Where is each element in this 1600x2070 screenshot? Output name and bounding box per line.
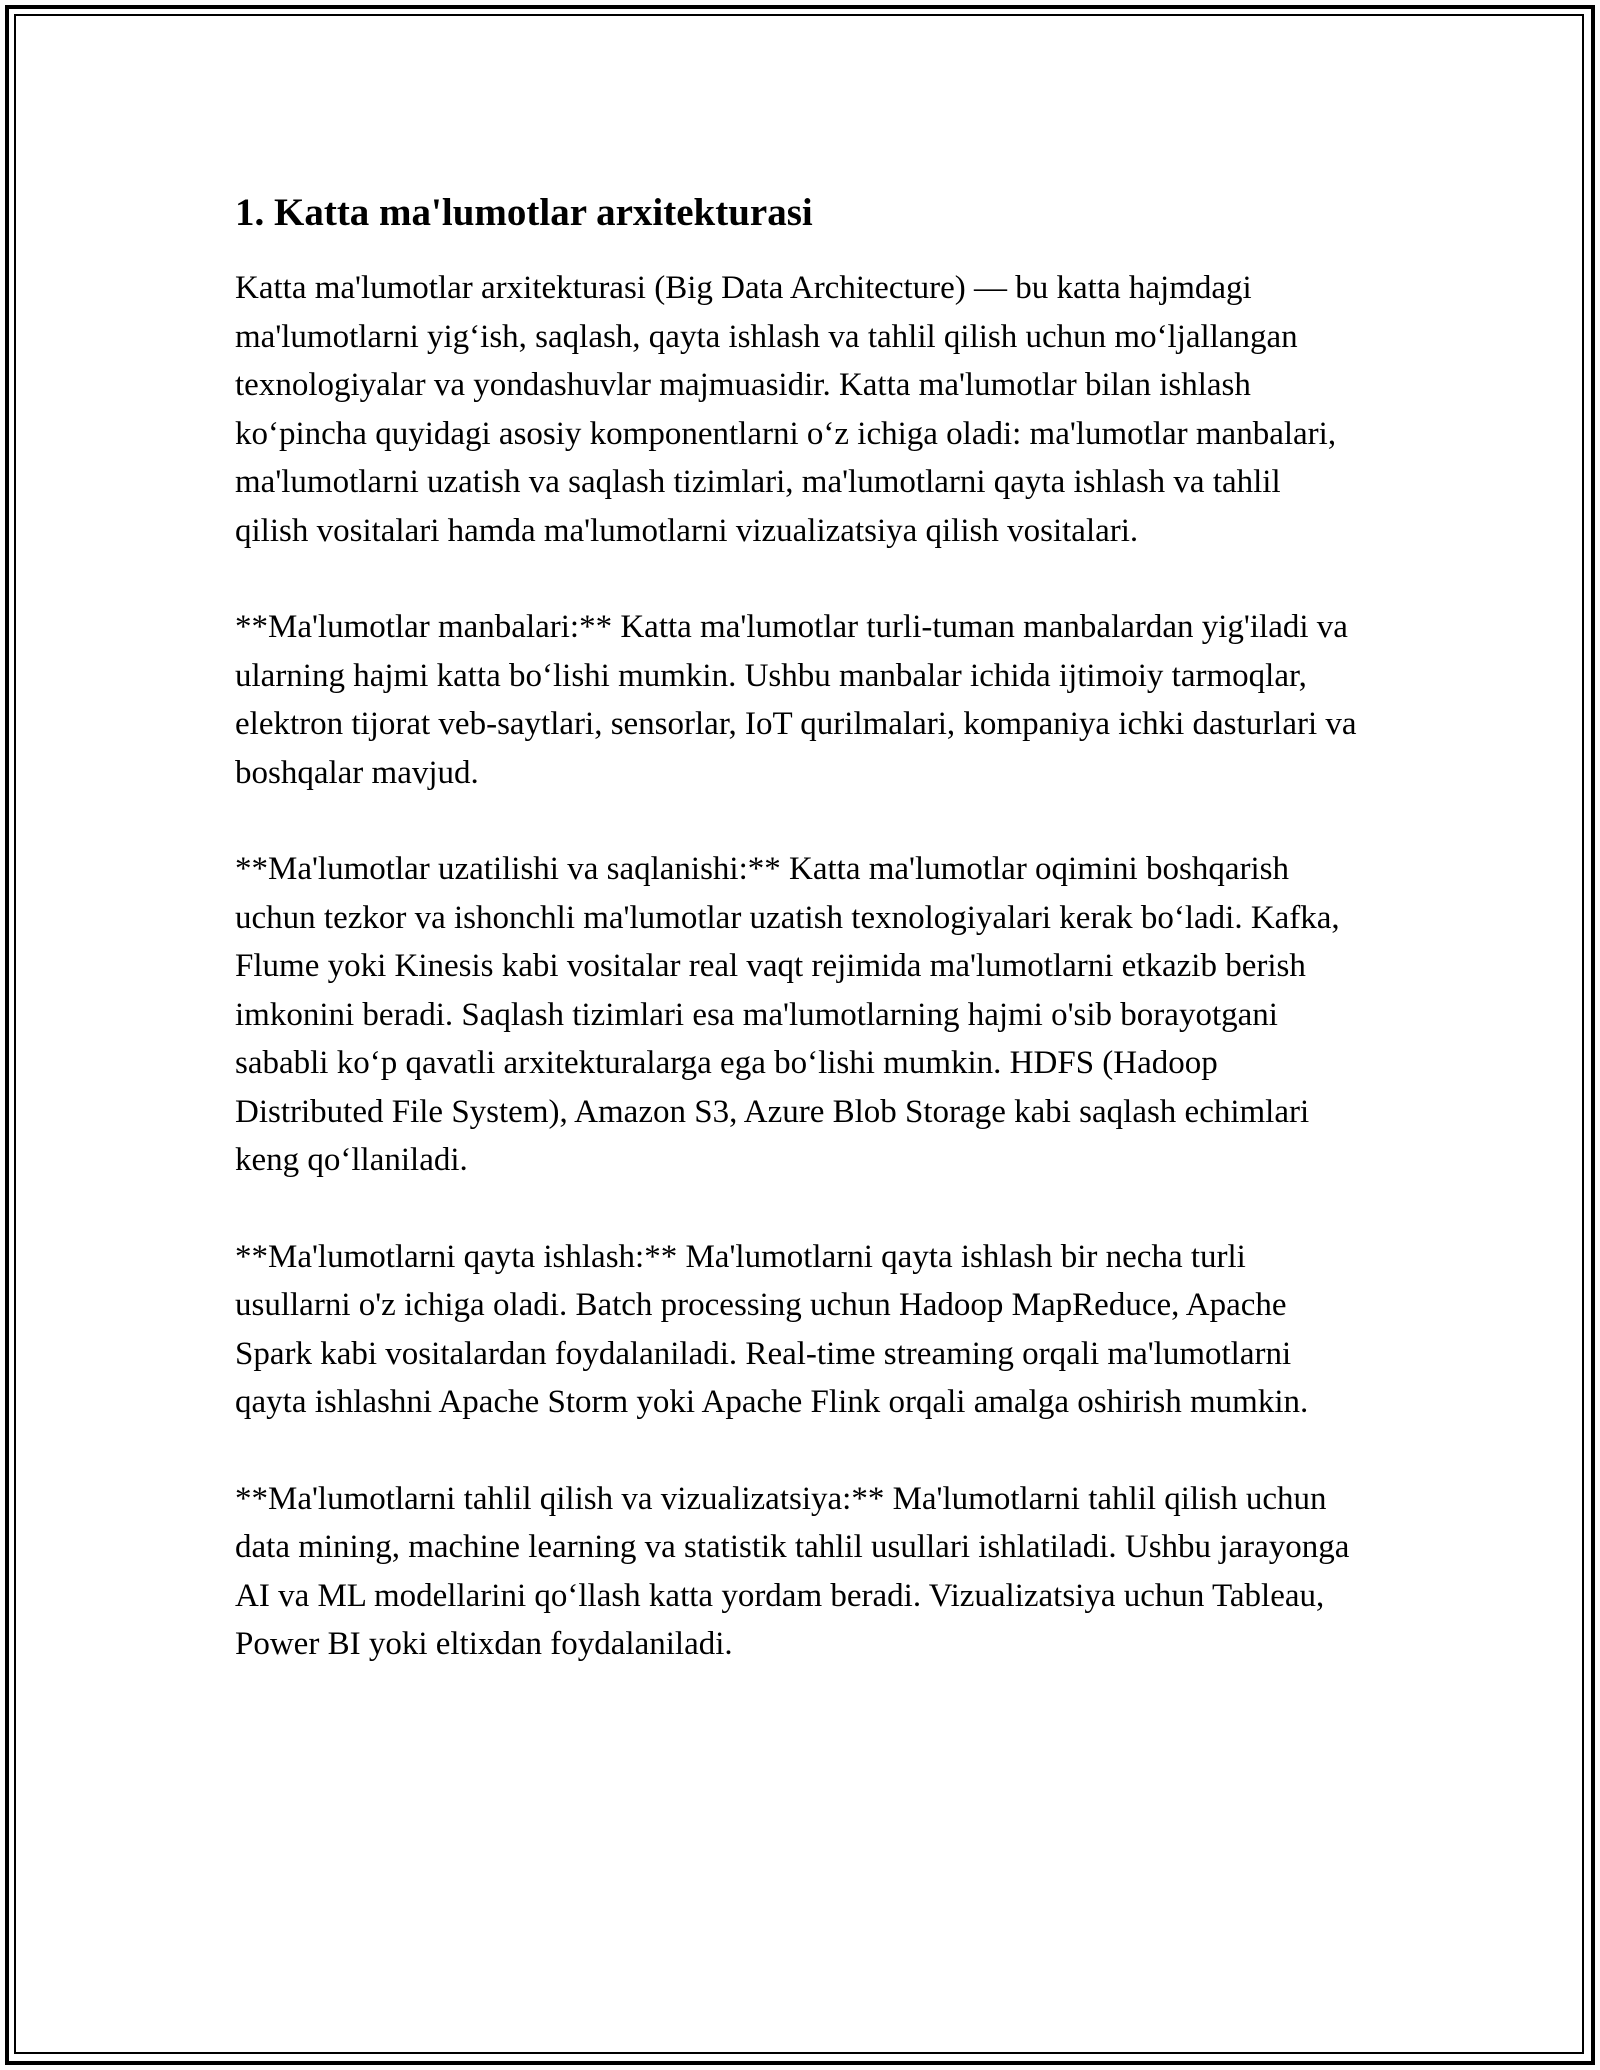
section-heading: 1. Katta ma'lumotlar arxitekturasi bbox=[235, 191, 813, 234]
paragraph-data-processing: **Ma'lumotlarni qayta ishlash:** Ma'lumotlarni qayta ishlash bir necha turli usullarni o'z ichiga oladi. Batch processing uchun Hadoop MapReduce, Apache Spark kabi vositalardan foydalaniladi. Real-time streaming orqali ma'lumotlarni qayta ishlashni Apache Storm yoki Apache Flink orqali amalga oshirish mumkin. bbox=[235, 1238, 1309, 1420]
paragraph-intro: Katta ma'lumotlar arxitekturasi (Big Data Architecture) — bu katta hajmdagi ma'lumotlarni yig‘ish, saqlash, qayta ishlash va tahlil qilish uchun mo‘ljallangan texnologiyalar va yondashuvlar majmuasidir. Katta ma'lumotlar bilan ishlash ko‘pincha quyidagi asosiy komponentlarni o‘z ichiga oladi: ma'lumotlar manbalari, ma'lumotlarni uzatish va saqlash tizimlari, ma'lumotlarni qayta ishlash va tahlil qilish vositalari hamda ma'lumotlarni vizualizatsiya qilish vositalari. bbox=[235, 270, 1337, 549]
document-body bbox=[235, 188, 1360, 1717]
paragraph-data-sources: **Ma'lumotlar manbalari:** Katta ma'lumotlar turli-tuman manbalardan yig'iladi va ularning hajmi katta bo‘lishi mumkin. Ushbu manbalar ichida ijtimoiy tarmoqlar, elektron tijorat veb-saytlari, sensorlar, IoT qurilmalari, kompaniya ichki dasturlari va boshqalar mavjud. bbox=[235, 609, 1357, 791]
paragraph-analysis-visualization: **Ma'lumotlarni tahlil qilish va vizualizatsiya:** Ma'lumotlarni tahlil qilish uchun data mining, machine learning va statistik tahlil usullari ishlatiladi. Ushbu jarayonga AI va ML modellarini qo‘llash katta yordam beradi. Vizualizatsiya uchun Tableau, Power BI yoki eltixdan foydalaniladi. bbox=[235, 1480, 1350, 1662]
paragraph-data-transfer-storage: **Ma'lumotlar uzatilishi va saqlanishi:** Katta ma'lumotlar oqimini boshqarish uchun tezkor va ishonchli ma'lumotlar uzatish texnologiyalari kerak bo‘ladi. Kafka, Flume yoki Kinesis kabi vositalar real vaqt rejimida ma'lumotlarni etkazib berish imkonini beradi. Saqlash tizimlari esa ma'lumotlarning hajmi o'sib borayotgani sababli ko‘p qavatli arxitekturalarga ega bo‘lishi mumkin. HDFS (Hadoop Distributed File System), Amazon S3, Azure Blob Storage kabi saqlash echimlari keng qo‘llaniladi. bbox=[235, 851, 1340, 1178]
